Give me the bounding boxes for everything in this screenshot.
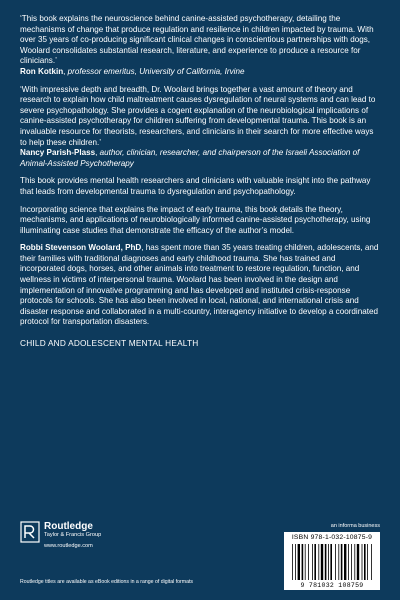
isbn-digits: 9 781032 108759 — [300, 582, 364, 589]
quote-attribution: Ron Kotkin, professor emeritus, University of California, Irvine — [20, 66, 245, 76]
description-paragraph-2: Incorporating science that explains the impact of early trauma, this book details the theory, mechanisms, and applications of neurobiologically informed canine-assisted psychotherapy, using illuminating case studies that demonstrate the efficacy of the author’s model. — [20, 204, 371, 235]
publisher-subtitle: Taylor & Francis Group — [44, 532, 102, 538]
publisher-block — [20, 521, 101, 550]
routledge-logo-icon — [20, 521, 40, 543]
series-name: CHILD AND ADOLESCENT MENTAL HEALTH — [20, 338, 199, 349]
isbn-barcode — [284, 532, 380, 590]
quote-text: ‘With impressive depth and breadth, Dr. Woolard brings together a vast amount of theory and research to explain how child maltreatment causes dysregulation of neural systems and can lead to severe psychopathology. She provides a cogent explanation of the neurobiological implications of canine-assisted psychotherapy for children suffering from developmental trauma. This book is an invaluable resource for theorists, researchers, and clinicians in their search for more effective ways to help these children.’ — [20, 84, 376, 147]
endorsement-quote-1 — [20, 14, 380, 78]
quote-attribution: Nancy Parish-Plass, author, clinician, researcher, and chairperson of the Israeli Association of Animal-Assisted Psychotherapy — [20, 148, 360, 168]
publisher-url[interactable]: www.routledge.com — [44, 543, 93, 549]
description-paragraph-1: This book provides mental health researchers and clinicians with valuable insight into the pathway that leads from developmental trauma to dysregulation and psychopathology. — [20, 176, 371, 196]
publisher-name: Routledge — [44, 521, 93, 532]
back-cover-content — [20, 14, 380, 348]
isbn-label: ISBN 978-1-032-10875-9 — [291, 534, 373, 541]
endorsement-quote-2 — [20, 85, 380, 170]
quote-role: professor emeritus, University of California, Irvine — [67, 66, 245, 76]
ebook-footnote: Routledge titles are available as eBook editions in a range of digital formats — [20, 579, 194, 585]
quote-text: ‘This book explains the neuroscience behind canine-assisted psychotherapy, detailing the mechanisms of change that produce regulation and resilience in children impacted by trauma. With over 35 years of co-producing significant clinical changes in conscientious partnerships with dogs, Woolard consolidates substantial research, literature, and experience to produce a resource for clinicians.’ — [20, 14, 374, 66]
quote-author: Ron Kotkin — [20, 66, 64, 76]
author-bio — [20, 243, 380, 328]
author-bio-text: , has spent more than 35 years treating children, adolescents, and their families with traditional diagnoses and early childhood trauma. She has trained and incorporated dogs, horses, and other animals into treatment to restore regulation, function, and wellness in victims of interpersonal trauma. Woolard has been involved in the design and implementation of innovative programming and has developed and instituted crisis-response protocols for schools. She has also been involved in local, national, and international crisis and disaster response and collaborated in a multi-country, interagency initiative to develop a coordinated protocol for transportation disasters. — [20, 243, 379, 327]
barcode-bars-icon — [292, 544, 374, 580]
quote-author: Nancy Parish-Plass — [20, 148, 96, 158]
author-name: Robbi Stevenson Woolard, PhD — [20, 243, 142, 253]
quote-role: author, clinician, researcher, and chairperson of the Israeli Association of Animal-Assisted Psychotherapy — [20, 148, 360, 168]
informa-tagline: an informa business — [330, 523, 380, 529]
